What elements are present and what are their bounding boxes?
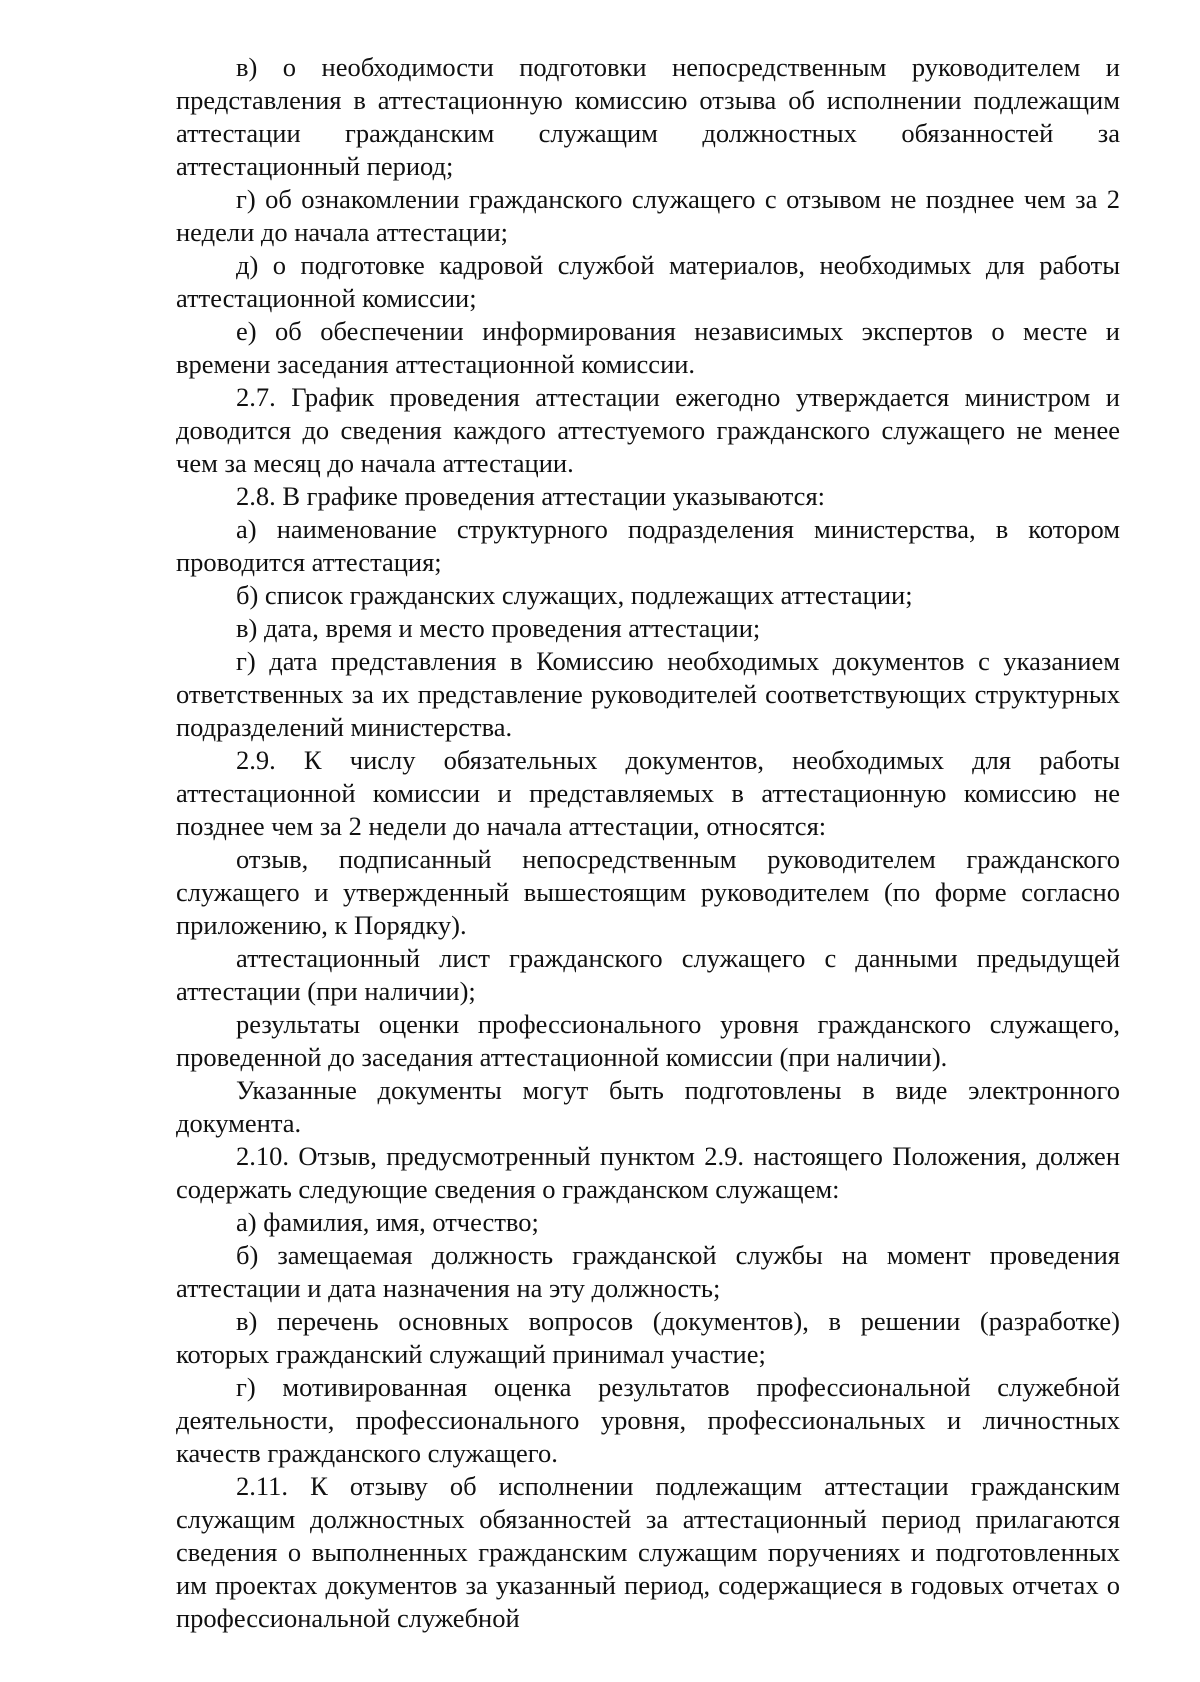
paragraph-2-10: 2.10. Отзыв, предусмотренный пунктом 2.9. настоящего Положения, должен содержать следующие сведения о гражданском служащем:: [176, 1141, 1120, 1204]
paragraph-2-7: 2.7. График проведения аттестации ежегодно утверждается министром и доводится до сведения каждого аттестуемого гражданского служащего не менее чем за месяц до начала аттестации.: [176, 382, 1120, 478]
paragraph-2-8-item-b: б) список гражданских служащих, подлежащих аттестации;: [236, 580, 913, 610]
paragraph-2-9-electronic: Указанные документы могут быть подготовлены в виде электронного документа.: [176, 1075, 1120, 1138]
paragraph-2-8-item-g: г) дата представления в Комиссию необходимых документов с указанием ответственных за их представление руководителей соответствующих структурных подразделений министерства.: [176, 646, 1120, 742]
paragraph-item-v-preparation: в) о необходимости подготовки непосредственным руководителем и представления в аттестационную комиссию отзыва об исполнении подлежащим аттестации гражданским служащим должностных обязанностей за аттестационный период;: [176, 52, 1120, 181]
paragraph-2-10-item-b: б) замещаемая должность гражданской службы на момент проведения аттестации и дата назначения на эту должность;: [176, 1240, 1120, 1303]
paragraph-2-9-review: отзыв, подписанный непосредственным руководителем гражданского служащего и утвержденный вышестоящим руководителем (по форме согласно приложению, к Порядку).: [176, 844, 1120, 940]
paragraph-item-e-experts: е) об обеспечении информирования независимых экспертов о месте и времени заседания аттестационной комиссии.: [176, 316, 1120, 379]
paragraph-2-10-item-v: в) перечень основных вопросов (документов), в решении (разработке) которых гражданский служащий принимал участие;: [176, 1306, 1120, 1369]
paragraph-2-9-attestation-sheet: аттестационный лист гражданского служащего с данными предыдущей аттестации (при наличии);: [176, 943, 1120, 1006]
paragraph-2-9: 2.9. К числу обязательных документов, необходимых для работы аттестационной комиссии и представляемых в аттестационную комиссию не позднее чем за 2 недели до начала аттестации, относятся:: [176, 745, 1120, 841]
paragraph-2-8-item-a: а) наименование структурного подразделения министерства, в котором проводится аттестация;: [176, 514, 1120, 577]
paragraph-2-10-item-a: а) фамилия, имя, отчество;: [236, 1207, 539, 1237]
paragraph-2-8: 2.8. В графике проведения аттестации указываются:: [236, 481, 825, 511]
paragraph-item-g-familiarization: г) об ознакомлении гражданского служащего с отзывом не позднее чем за 2 недели до начала аттестации;: [176, 184, 1120, 247]
paragraph-2-8-item-v: в) дата, время и место проведения аттестации;: [236, 613, 761, 643]
paragraph-2-11: 2.11. К отзыву об исполнении подлежащим аттестации гражданским служащим должностных обязанностей за аттестационный период прилагаются сведения о выполненных гражданским служащим поручениях и подготовленных им проектах документов за указанный период, содержащиеся в годовых отчетах о профессиональной служебной: [176, 1471, 1120, 1633]
paragraph-2-9-assessment-results: результаты оценки профессионального уровня гражданского служащего, проведенной до заседания аттестационной комиссии (при наличии).: [176, 1009, 1120, 1072]
paragraph-2-10-item-g: г) мотивированная оценка результатов профессиональной служебной деятельности, профессионального уровня, профессиональных и личностных качеств гражданского служащего.: [176, 1372, 1120, 1468]
paragraph-item-d-materials: д) о подготовке кадровой службой материалов, необходимых для работы аттестационной комиссии;: [176, 250, 1120, 313]
